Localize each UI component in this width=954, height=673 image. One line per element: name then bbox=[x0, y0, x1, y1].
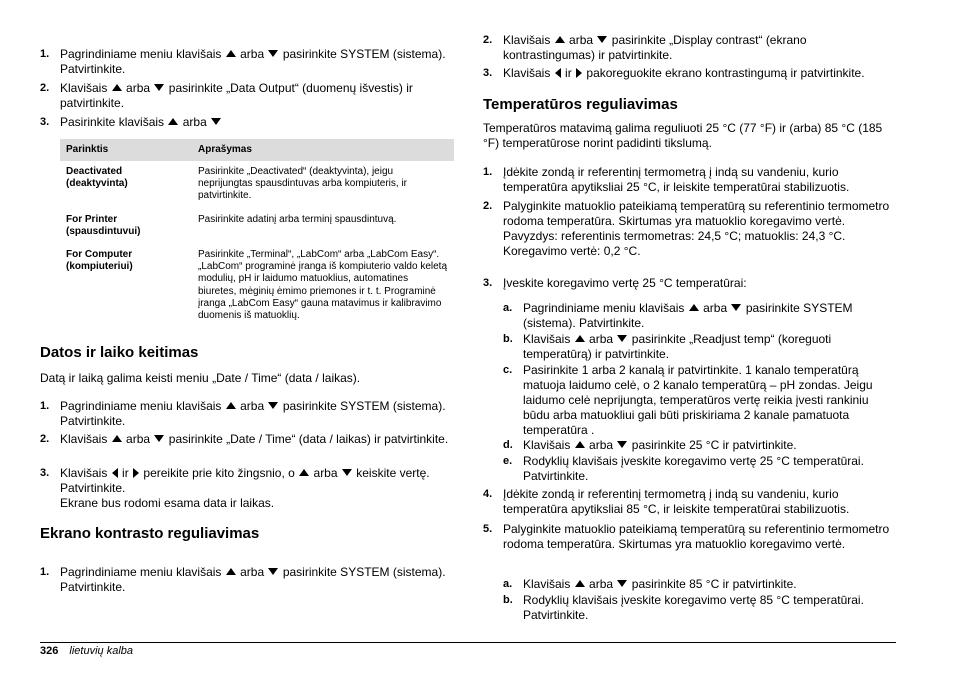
step-text: Įdėkite zondą ir referentinį termometrą į indą su vandeniu, kurio temperatūra apytiksliai 25 °C, ir leiskite temperatūrai stabilizuotis. bbox=[503, 165, 850, 194]
step-text: Pasirinkite 1 arba 2 kanalą ir patvirtinkite. 1 kanalo temperatūrą matuoja laidumo celė, o 2 kanalo temperatūrą – pH zondas. Jeigu laidumo celė neprijungta, temperatūros vertę reikia įvesti rankiniu būdu arba matuokliui gali būti priskiriama 2 kanale pamatuota temperatūra . bbox=[523, 363, 873, 437]
step-text: pasirinkite SYSTEM (sistema). Patvirtinkite. bbox=[60, 47, 446, 76]
page-footer bbox=[40, 644, 133, 658]
table-cell: Pasirinkite adatinį arba terminį spausdintuvą. bbox=[198, 213, 397, 225]
step-text: Klavišais bbox=[60, 81, 108, 95]
down-arrow-icon bbox=[617, 441, 627, 448]
section-heading: Ekrano kontrasto reguliavimas bbox=[40, 525, 260, 542]
step-number: 1. bbox=[483, 166, 493, 178]
list-item bbox=[483, 66, 895, 81]
step-text: pasirinkite SYSTEM (sistema). Patvirtinkite. bbox=[523, 301, 853, 330]
step-text: arba bbox=[703, 301, 728, 315]
list-item bbox=[503, 438, 895, 453]
list-item bbox=[40, 399, 454, 429]
list-item bbox=[483, 522, 895, 552]
paragraph: Temperatūros matavimą galima reguliuoti 25 °C (77 °F) ir (arba) 85 °C (185 °F) temperatūrose norint padidinti tikslumą. bbox=[483, 121, 883, 150]
right-arrow-icon bbox=[576, 68, 582, 78]
step-number: 4. bbox=[483, 488, 493, 500]
up-arrow-icon bbox=[226, 568, 236, 575]
table-header-row bbox=[60, 139, 454, 161]
step-number: 1. bbox=[40, 400, 50, 412]
step-letter: a. bbox=[503, 578, 513, 590]
step-text: Rodyklių klavišais įveskite koregavimo vertę 25 °C temperatūrai. Patvirtinkite. bbox=[523, 454, 864, 483]
step-text: keiskite vertę. Patvirtinkite. bbox=[60, 466, 430, 495]
down-arrow-icon bbox=[617, 580, 627, 587]
step-text: Klavišais bbox=[60, 466, 108, 480]
up-arrow-icon bbox=[689, 304, 699, 311]
step-text: pasirinkite SYSTEM (sistema). Patvirtinkite. bbox=[60, 565, 446, 594]
page-number: 326 bbox=[40, 645, 59, 657]
table-row bbox=[60, 203, 454, 238]
footer-language: lietuvių kalba bbox=[69, 645, 134, 657]
step-text: Rodyklių klavišais įveskite koregavimo vertę 85 °C temperatūrai. Patvirtinkite. bbox=[523, 593, 864, 622]
list-item bbox=[503, 301, 895, 331]
step-text: Klavišais bbox=[523, 438, 571, 452]
step-text: Klavišais bbox=[523, 577, 571, 591]
step-text: arba bbox=[589, 332, 614, 346]
up-arrow-icon bbox=[555, 36, 565, 43]
step-number: 1. bbox=[40, 48, 50, 60]
list-item bbox=[40, 81, 454, 111]
down-arrow-icon bbox=[154, 435, 164, 442]
step-text: pasirinkite „Readjust temp“ (koreguoti temperatūrą) ir patvirtinkite. bbox=[523, 332, 832, 361]
step-text: arba bbox=[589, 577, 614, 591]
footer-divider bbox=[40, 642, 896, 643]
list-item bbox=[503, 593, 895, 623]
list-item bbox=[503, 577, 895, 592]
step-text: pasirinkite 85 °C ir patvirtinkite. bbox=[631, 577, 797, 591]
step-text: Pagrindiniame meniu klavišais bbox=[60, 565, 222, 579]
step-text: Palyginkite matuoklio pateikiamą temperatūrą su referentinio termometro rodoma temperatūra. Skirtumas yra matuoklio koregavimo vertė. bbox=[503, 199, 890, 228]
step-text: arba bbox=[313, 466, 338, 480]
up-arrow-icon bbox=[575, 580, 585, 587]
up-arrow-icon bbox=[299, 469, 309, 476]
step-text: Klavišais bbox=[503, 66, 551, 80]
down-arrow-icon bbox=[268, 50, 278, 57]
section-heading: Datos ir laiko keitimas bbox=[40, 344, 199, 361]
step-text: Įveskite koregavimo vertę 25 °C temperatūrai: bbox=[503, 276, 747, 290]
step-number: 2. bbox=[40, 433, 50, 445]
step-number: 2. bbox=[483, 34, 493, 46]
down-arrow-icon bbox=[342, 469, 352, 476]
step-text: Įdėkite zondą ir referentinį termometrą į indą su vandeniu, kurio temperatūra apytiksliai 85 °C, ir leiskite temperatūrai stabilizuotis. bbox=[503, 487, 850, 516]
list-item bbox=[483, 199, 895, 259]
step-number: 1. bbox=[40, 566, 50, 578]
list-item bbox=[483, 276, 895, 291]
table-cell: Pasirinkite „Terminal“, „LabCom“ arba „LabCom Easy“. „LabCom“ programinė įranga iš kompiuterio valdo keletą modulių, pH ir laidumo matuoklius, automatines biuretes, mėginių ėmimo priemones ir t. t. Programinė įranga „LabCom Easy“ gauna matavimus ir kalibravimo duomenis iš matuoklių. bbox=[198, 249, 448, 322]
options-table bbox=[60, 139, 454, 322]
up-arrow-icon bbox=[575, 441, 585, 448]
step-text: arba bbox=[126, 81, 151, 95]
step-text: Pagrindiniame meniu klavišais bbox=[60, 399, 222, 413]
table-row bbox=[60, 161, 454, 203]
step-text: arba bbox=[569, 33, 594, 47]
list-item bbox=[483, 487, 895, 517]
list-item bbox=[40, 115, 454, 130]
step-number: 2. bbox=[40, 82, 50, 94]
list-item bbox=[40, 565, 454, 595]
step-note: Pavyzdys: referentinis termometras: 24,5 °C; matuoklis: 24,3 °C. Koregavimo vertė: 0,2 °C. bbox=[503, 229, 846, 258]
step-letter: b. bbox=[503, 594, 513, 606]
step-text: arba bbox=[182, 115, 207, 129]
up-arrow-icon bbox=[112, 84, 122, 91]
step-number: 3. bbox=[483, 277, 493, 289]
step-text: Pasirinkite klavišais bbox=[60, 115, 165, 129]
step-letter: b. bbox=[503, 333, 513, 345]
list-item bbox=[483, 165, 895, 195]
step-number: 3. bbox=[40, 467, 50, 479]
down-arrow-icon bbox=[154, 84, 164, 91]
step-text: ir bbox=[565, 66, 572, 80]
step-text: pasirinkite „Data Output“ (duomenų išvestis) ir patvirtinkite. bbox=[60, 81, 413, 110]
step-number: 3. bbox=[40, 116, 50, 128]
step-text: Klavišais bbox=[523, 332, 571, 346]
down-arrow-icon bbox=[731, 304, 741, 311]
step-text: Palyginkite matuoklio pateikiamą temperatūrą su referentinio termometro rodoma temperatūra. Skirtumas yra matuoklio koregavimo vertė. bbox=[503, 522, 890, 551]
table-header: Parinktis bbox=[60, 139, 192, 161]
down-arrow-icon bbox=[617, 335, 627, 342]
step-text: Klavišais bbox=[60, 432, 108, 446]
list-item bbox=[503, 332, 895, 362]
list-item bbox=[503, 454, 895, 484]
section-heading: Temperatūros reguliavimas bbox=[483, 96, 678, 113]
list-item bbox=[40, 47, 454, 77]
step-number: 2. bbox=[483, 200, 493, 212]
step-letter: a. bbox=[503, 302, 513, 314]
down-arrow-icon bbox=[597, 36, 607, 43]
table-cell: For Printer (spausdintuvui) bbox=[66, 213, 141, 237]
table-header: Aprašymas bbox=[192, 139, 454, 161]
down-arrow-icon bbox=[268, 568, 278, 575]
table-cell: Deactivated (deaktyvinta) bbox=[66, 166, 128, 190]
table-row bbox=[60, 238, 454, 322]
paragraph: Datą ir laiką galima keisti meniu „Date / Time“ (data / laikas). bbox=[40, 371, 361, 385]
right-arrow-icon bbox=[133, 468, 139, 478]
step-text: pasirinkite SYSTEM (sistema). Patvirtinkite. bbox=[60, 399, 446, 428]
up-arrow-icon bbox=[168, 118, 178, 125]
step-text: arba bbox=[126, 432, 151, 446]
step-text: pereikite prie kito žingsnio, o bbox=[143, 466, 295, 480]
step-text: pasirinkite „Date / Time“ (data / laikas) ir patvirtinkite. bbox=[168, 432, 449, 446]
step-number: 3. bbox=[483, 67, 493, 79]
step-text: pasirinkite „Display contrast“ (ekrano kontrastingumas) ir patvirtinkite. bbox=[503, 33, 807, 62]
left-arrow-icon bbox=[555, 68, 561, 78]
step-text: pasirinkite 25 °C ir patvirtinkite. bbox=[631, 438, 797, 452]
up-arrow-icon bbox=[226, 50, 236, 57]
step-text: Klavišais bbox=[503, 33, 551, 47]
list-item bbox=[503, 363, 895, 438]
step-letter: e. bbox=[503, 455, 513, 467]
step-text: arba bbox=[240, 47, 265, 61]
step-text: pakoreguokite ekrano kontrastingumą ir patvirtinkite. bbox=[586, 66, 865, 80]
step-letter: c. bbox=[503, 364, 513, 376]
up-arrow-icon bbox=[226, 402, 236, 409]
step-note: Ekrane bus rodomi esama data ir laikas. bbox=[60, 496, 275, 510]
up-arrow-icon bbox=[575, 335, 585, 342]
table-cell: Pasirinkite „Deactivated“ (deaktyvinta), jeigu neprijungtas spausdintuvas arba kompiuteris, ir patvirtinkite. bbox=[198, 166, 407, 202]
list-item bbox=[40, 466, 454, 511]
step-letter: d. bbox=[503, 439, 513, 451]
step-number: 5. bbox=[483, 523, 493, 535]
down-arrow-icon bbox=[211, 118, 221, 125]
step-text: arba bbox=[589, 438, 614, 452]
step-text: Pagrindiniame meniu klavišais bbox=[60, 47, 222, 61]
down-arrow-icon bbox=[268, 402, 278, 409]
step-text: arba bbox=[240, 399, 265, 413]
step-text: arba bbox=[240, 565, 265, 579]
step-text: Pagrindiniame meniu klavišais bbox=[523, 301, 685, 315]
step-text: ir bbox=[122, 466, 129, 480]
table-cell: For Computer (kompiuteriui) bbox=[66, 249, 133, 273]
list-item bbox=[483, 33, 895, 63]
left-arrow-icon bbox=[112, 468, 118, 478]
up-arrow-icon bbox=[112, 435, 122, 442]
list-item bbox=[40, 432, 454, 447]
